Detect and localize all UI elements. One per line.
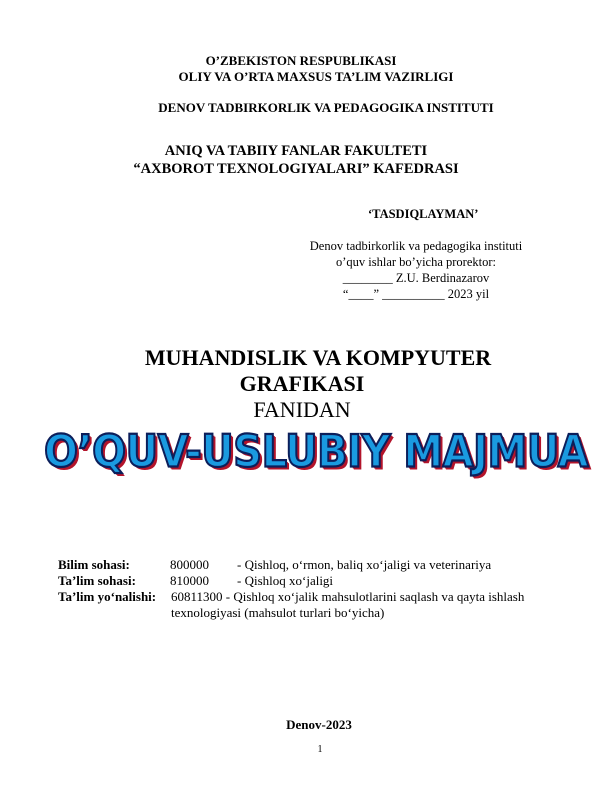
talim-label: Ta’lim sohasi: <box>58 573 136 588</box>
approval-title: ‘TASDIQLAYMAN’ <box>368 207 479 221</box>
department-name: “AXBOROT TEXNOLOGIYALARI” KAFEDRASI <box>133 161 459 177</box>
talim-text: - Qishloq xo‘jaligi <box>237 573 334 588</box>
bilim-text: - Qishloq, o‘rmon, baliq xo‘jaligi va veterinariya <box>237 557 492 572</box>
yonalish-text-2: texnologiyasi (mahsulot turlari bo‘yicha) <box>171 605 385 620</box>
bilim-label: Bilim sohasi: <box>58 557 130 572</box>
wordart-heading: O’QUV-USLUBIY MAJMUA <box>43 426 589 478</box>
yonalish-text-1: 60811300 - Qishloq xo‘jalik mahsulotlarini saqlash va qayta ishlash <box>171 589 525 604</box>
city-year: Denov-2023 <box>286 717 352 732</box>
subject-title-line-1: MUHANDISLIK VA KOMPYUTER <box>144 345 492 370</box>
yonalish-label: Ta’lim yo‘nalishi: <box>58 589 157 604</box>
approval-date-line: “____” __________ 2023 yil <box>342 287 490 301</box>
subject-title-line-2: GRAFIKASI <box>239 371 365 396</box>
talim-code: 810000 <box>170 573 209 588</box>
bilim-code: 800000 <box>170 557 209 572</box>
ministry-country: O’ZBEKISTON RESPUBLIKASI <box>205 53 397 68</box>
institute-name: DENOV TADBIRKORLIK VA PEDAGOGIKA INSTITUTI <box>158 100 494 115</box>
approval-line-1: Denov tadbirkorlik va pedagogika instituti <box>309 239 523 253</box>
approval-line-2: o’quv ishlar bo’yicha prorektor: <box>335 255 497 269</box>
faculty-name: ANIQ VA TABIIY FANLAR FAKULTETI <box>164 143 428 159</box>
ministry-name: OLIY VA O’RTA MAXSUS TA’LIM VAZIRLIGI <box>178 69 454 84</box>
page-number: 1 <box>317 744 323 755</box>
approval-signature-line: ________ Z.U. Berdinazarov <box>342 271 490 285</box>
subject-title-line-3: FANIDAN <box>253 397 351 422</box>
